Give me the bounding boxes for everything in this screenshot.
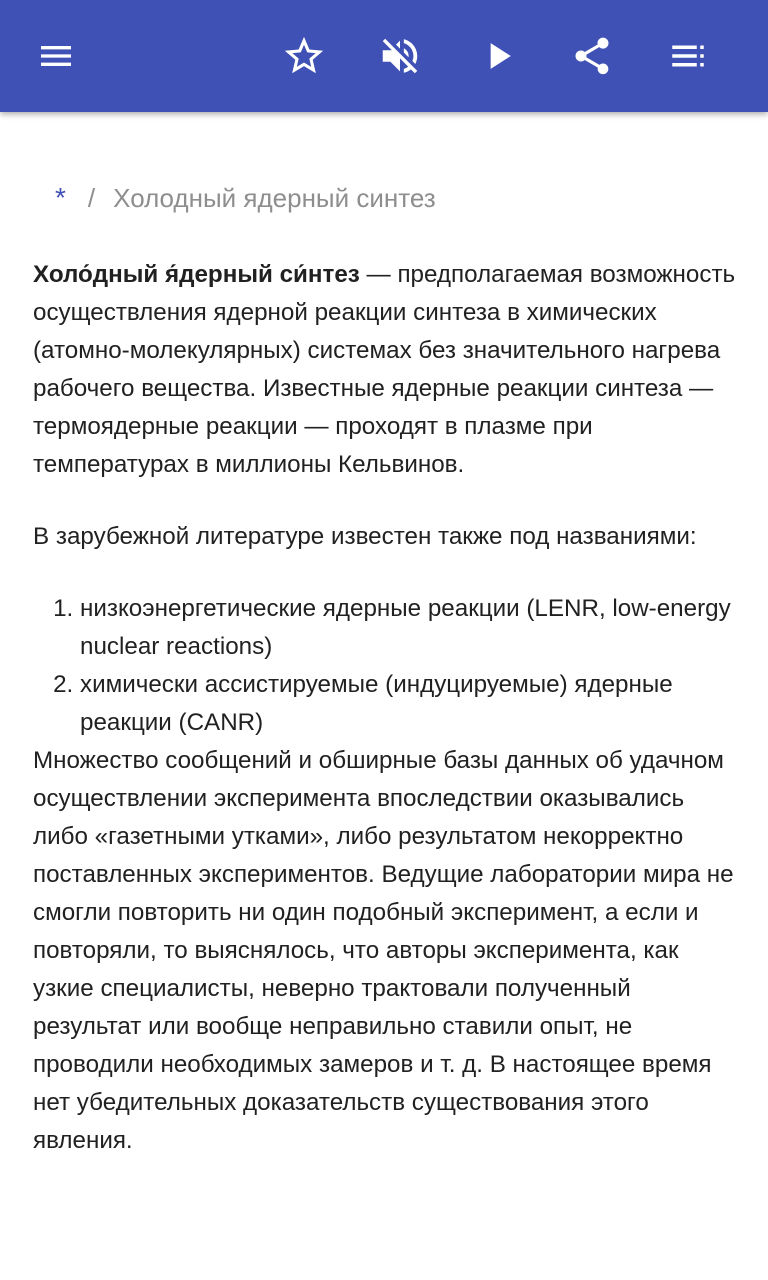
names-list [33, 590, 739, 742]
play-icon [476, 34, 520, 78]
breadcrumb-home-link[interactable]: * [55, 182, 66, 213]
names-intro-paragraph: В зарубежной литературе известен также под названиями: [33, 523, 697, 550]
menu-button[interactable] [28, 28, 84, 84]
article-body [33, 256, 739, 1160]
intro-text: — предполагаемая возможность осуществления ядерной реакции синтеза в химических (атомно-молекулярных) системах без значительного нагрева рабочего вещества. Известные ядерные реакции синтеза — термоядерные реакции — проходят в плазме при температурах в миллионы Кельвинов. [33, 261, 736, 478]
breadcrumb [55, 182, 436, 214]
article-content [0, 112, 768, 1280]
breadcrumb-separator: / [87, 183, 96, 213]
hamburger-menu-icon [36, 36, 76, 76]
list-item: 1. низкоэнергетические ядерные реакции (LENR, low-energy nuclear reactions) [80, 590, 739, 666]
article-term: Холо́дный я́дерный си́нтез [33, 261, 360, 288]
play-button[interactable] [470, 28, 526, 84]
volume-off-icon [377, 33, 423, 79]
table-of-contents-button[interactable] [660, 28, 716, 84]
breadcrumb-current: Холодный ядерный синтез [113, 183, 436, 213]
app-toolbar [0, 0, 768, 112]
list-icon [667, 35, 709, 77]
favorite-button[interactable] [276, 28, 332, 84]
star-outline-icon [281, 33, 327, 79]
intro-paragraph [33, 256, 739, 484]
list-item: 2. химически ассистируемые (индуцируемые) ядерные реакции (CANR) [80, 666, 739, 742]
share-icon [570, 34, 614, 78]
mute-button[interactable] [372, 28, 428, 84]
body-paragraph: Множество сообщений и обширные базы данных об удачном осуществлении эксперимента впоследствии оказывались либо «газетными утками», либо результатом некорректно поставленных экспериментов. Ведущие лаборатории мира не смогли повторить ни один подобный эксперимент, а если и повторяли, то выяснялось, что авторы эксперимента, как узкие специалисты, неверно трактовали полученный результат или вообще неправильно ставили опыт, не проводили необходимых замеров и т. д. В настоящее время нет убедительных доказательств существования этого явления. [33, 747, 734, 1154]
share-button[interactable] [564, 28, 620, 84]
